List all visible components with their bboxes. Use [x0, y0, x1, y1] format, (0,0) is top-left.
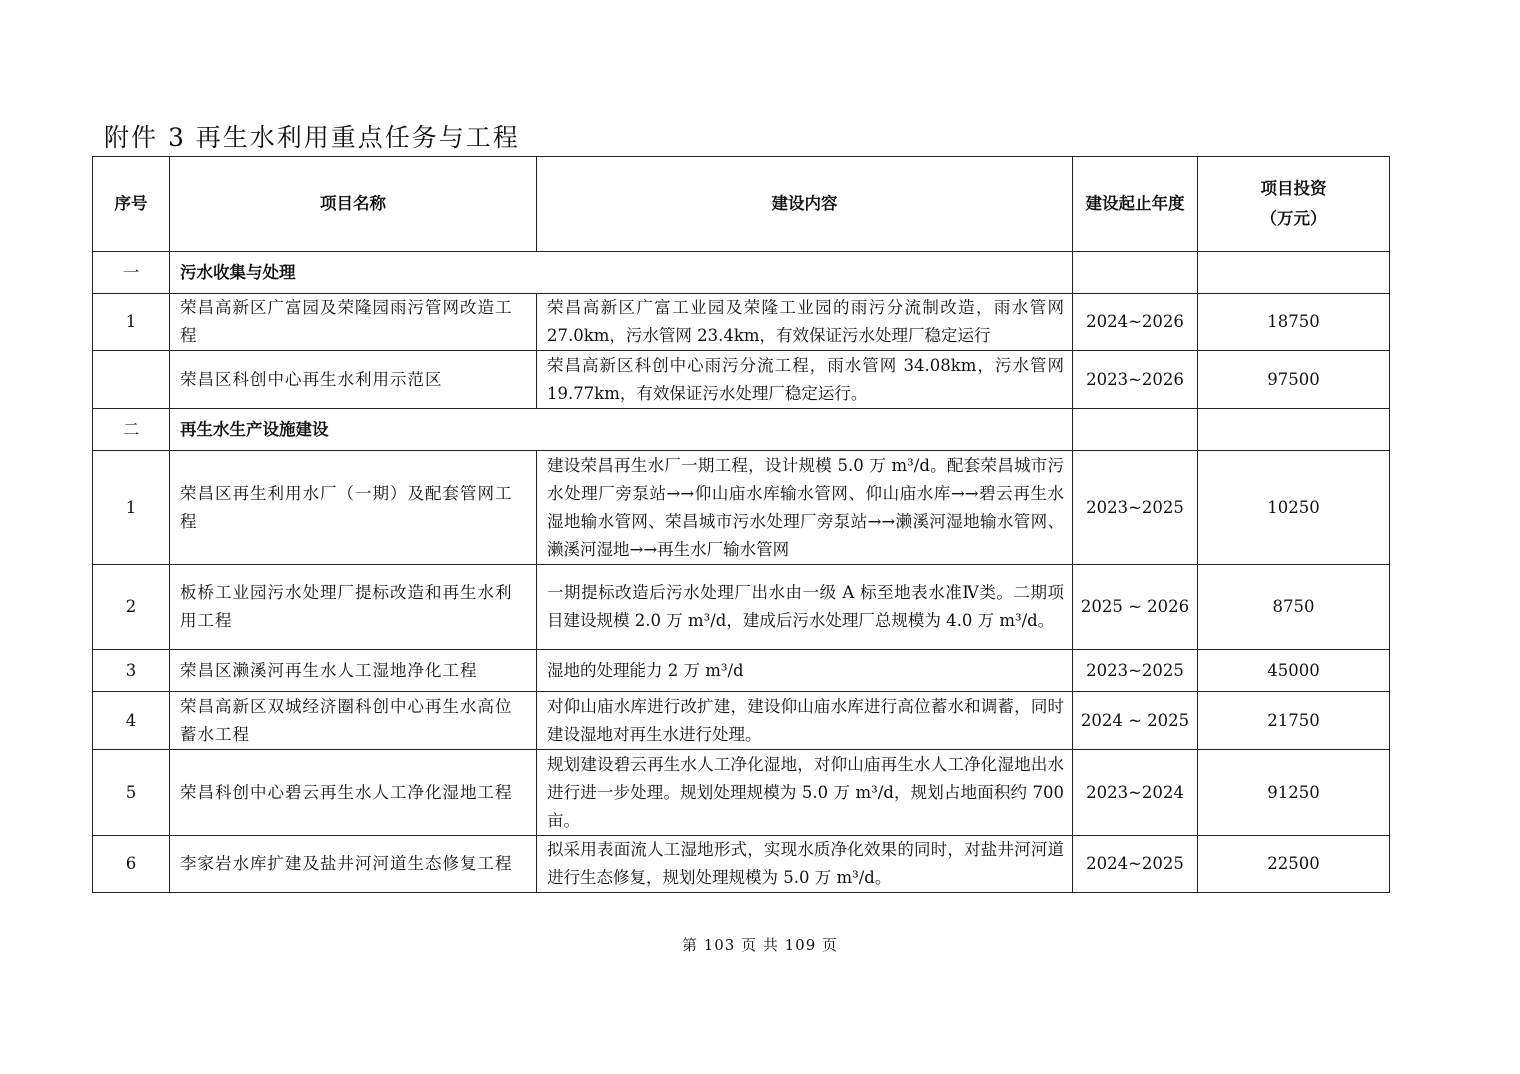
row-content: 湿地的处理能力 2 万 m³/d: [537, 650, 1073, 692]
header-invest-line2: （万元）: [1260, 209, 1327, 228]
row-no: 4: [93, 692, 170, 750]
header-name: 项目名称: [170, 157, 537, 252]
header-no: 序号: [93, 157, 170, 252]
row-name: 荣昌高新区双城经济圈科创中心再生水高位蓄水工程: [170, 692, 537, 750]
empty-cell: [1073, 252, 1198, 294]
row-content: 规划建设碧云再生水人工净化湿地，对仰山庙再生水人工净化湿地出水进行进一步处理。规划处理规模为 5.0 万 m³/d，规划占地面积约 700 亩。: [537, 750, 1073, 836]
section-row: [93, 252, 1390, 294]
row-years: 2025 ~ 2026: [1073, 565, 1198, 650]
row-years: 2023~2025: [1073, 650, 1198, 692]
row-content: 建设荣昌再生水厂一期工程，设计规模 5.0 万 m³/d。配套荣昌城市污水处理厂旁泵站→→仰山庙水库输水管网、仰山庙水库→→碧云再生水湿地输水管网、荣昌城市污水处理厂旁泵站→→濑溪河湿地输水管网、濑溪河湿地→→再生水厂输水管网: [537, 451, 1073, 565]
row-name: 荣昌区濑溪河再生水人工湿地净化工程: [170, 650, 537, 692]
table-row: [93, 650, 1390, 692]
row-years: 2023~2026: [1073, 351, 1198, 409]
row-invest: 18750: [1198, 294, 1390, 351]
row-no: 3: [93, 650, 170, 692]
table-row: [93, 836, 1390, 893]
row-name: 荣昌区再生利用水厂（一期）及配套管网工程: [170, 451, 537, 565]
table-row: [93, 294, 1390, 351]
header-invest: [1198, 157, 1390, 252]
row-no: 1: [93, 294, 170, 351]
row-invest: 21750: [1198, 692, 1390, 750]
page-title: 附件 3 再生水利用重点任务与工程: [104, 123, 520, 152]
row-years: 2024 ~ 2025: [1073, 692, 1198, 750]
section-no: 一: [93, 252, 170, 294]
row-invest: 91250: [1198, 750, 1390, 836]
row-name: 荣昌科创中心碧云再生水人工净化湿地工程: [170, 750, 537, 836]
header-invest-line1: 项目投资: [1260, 179, 1327, 198]
row-content: 荣昌高新区科创中心雨污分流工程，雨水管网 34.08km，污水管网 19.77km，有效保证污水处理厂稳定运行。: [537, 351, 1073, 409]
row-content: 对仰山庙水库进行改扩建，建设仰山庙水库进行高位蓄水和调蓄，同时建设湿地对再生水进行处理。: [537, 692, 1073, 750]
row-years: 2024~2025: [1073, 836, 1198, 893]
table-row: [93, 692, 1390, 750]
row-name: 板桥工业园污水处理厂提标改造和再生水利用工程: [170, 565, 537, 650]
section-name: 再生水生产设施建设: [170, 409, 1073, 451]
row-no: 6: [93, 836, 170, 893]
row-invest: 10250: [1198, 451, 1390, 565]
empty-cell: [1073, 409, 1198, 451]
empty-cell: [1198, 409, 1390, 451]
header-content: 建设内容: [537, 157, 1073, 252]
row-content: 荣昌高新区广富工业园及荣隆工业园的雨污分流制改造，雨水管网 27.0km，污水管网 23.4km，有效保证污水处理厂稳定运行: [537, 294, 1073, 351]
row-invest: 97500: [1198, 351, 1390, 409]
row-name: 李家岩水库扩建及盐井河河道生态修复工程: [170, 836, 537, 893]
row-invest: 45000: [1198, 650, 1390, 692]
row-no: 5: [93, 750, 170, 836]
table-header-row: [93, 157, 1390, 252]
section-no: 二: [93, 409, 170, 451]
page-footer: 第 103 页 共 109 页: [681, 936, 839, 954]
row-content: 拟采用表面流人工湿地形式，实现水质净化效果的同时，对盐井河河道进行生态修复，规划处理规模为 5.0 万 m³/d。: [537, 836, 1073, 893]
section-name: 污水收集与处理: [170, 252, 1073, 294]
table-row: [93, 565, 1390, 650]
row-years: 2024~2026: [1073, 294, 1198, 351]
table-row: [93, 750, 1390, 836]
row-no: 2: [93, 565, 170, 650]
row-invest: 8750: [1198, 565, 1390, 650]
header-years: 建设起止年度: [1073, 157, 1198, 252]
project-table: [92, 156, 1390, 893]
section-row: [93, 409, 1390, 451]
row-no: [93, 351, 170, 409]
row-name: 荣昌高新区广富园及荣隆园雨污管网改造工程: [170, 294, 537, 351]
row-years: 2023~2025: [1073, 451, 1198, 565]
row-invest: 22500: [1198, 836, 1390, 893]
row-content: 一期提标改造后污水处理厂出水由一级 A 标至地表水准Ⅳ类。二期项目建设规模 2.0 万 m³/d，建成后污水处理厂总规模为 4.0 万 m³/d。: [537, 565, 1073, 650]
empty-cell: [1198, 252, 1390, 294]
row-no: 1: [93, 451, 170, 565]
row-name: 荣昌区科创中心再生水利用示范区: [170, 351, 537, 409]
row-years: 2023~2024: [1073, 750, 1198, 836]
table-row: [93, 351, 1390, 409]
table-row: [93, 451, 1390, 565]
